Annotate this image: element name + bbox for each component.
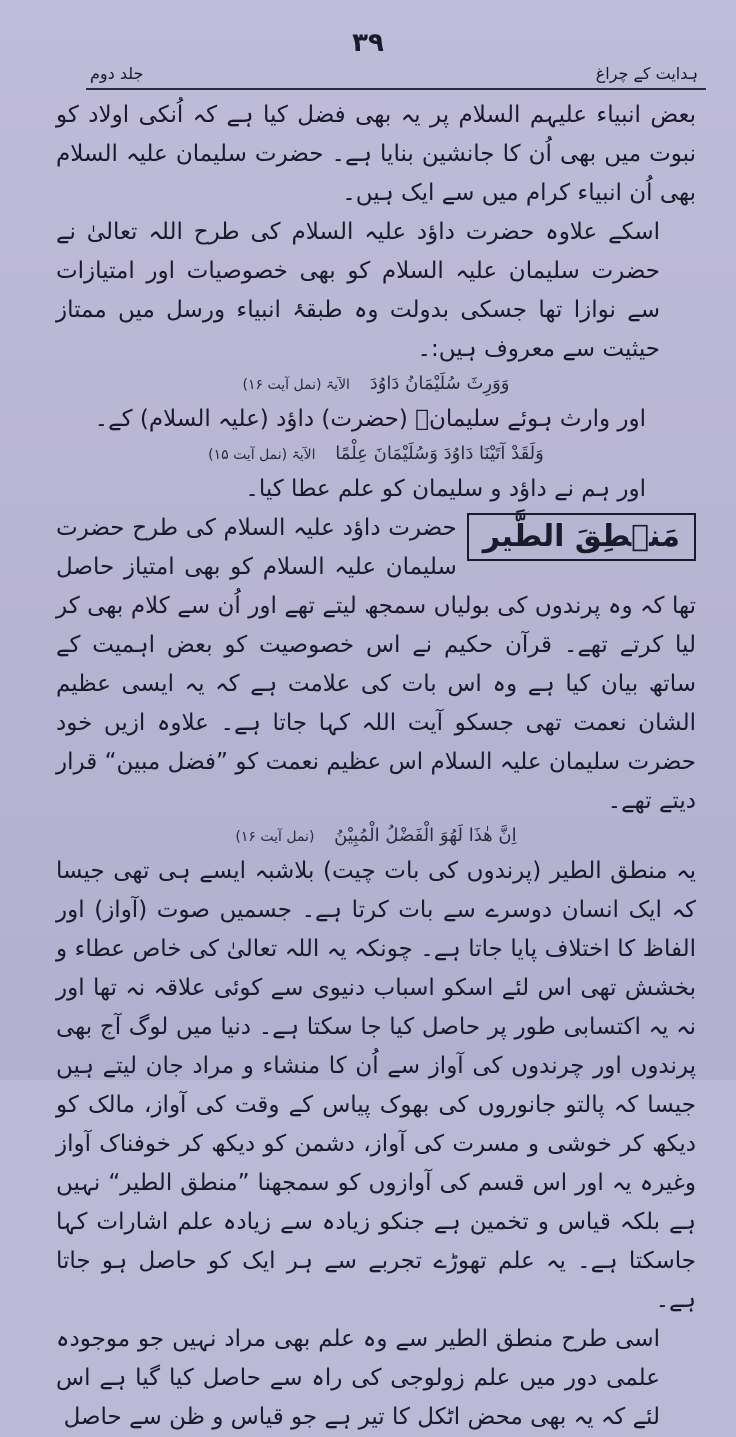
- header-rule: [86, 88, 706, 90]
- book-title: ہدایت کے چراغ: [595, 64, 698, 83]
- ayah-3-text: اِنَّ هٰذَا لَهُوَ الْفَضْلُ الْمُبِيْنُ: [334, 825, 517, 846]
- translation-1: اور وارث ہوئے سلیمانؑ (حضرت) داؤد (علیہ السلام) کے۔: [94, 406, 646, 432]
- ayah-1-text: وَوَرِثَ سُلَيْمَانُ دَاوُدَ: [369, 373, 510, 394]
- ayah-2-text: وَلَقَدْ آتَيْنَا دَاوُدَ وَسُلَيْمَانَ عِلْمًا: [335, 443, 544, 464]
- volume-label: جلد دوم: [90, 64, 144, 83]
- translation-2: اور ہم نے داؤد و سلیمان کو علم عطا کیا۔: [245, 476, 646, 502]
- ayah-1-ref: الآیۃ (نمل آیت ۱۶): [242, 377, 350, 393]
- section-mantiq-ut-tair: [56, 509, 696, 821]
- page-number: ۳۹: [352, 28, 384, 58]
- ayah-2-ref: الآیۃ (نمل آیت ۱۵): [208, 447, 316, 463]
- section-heading: مَنۡطِقَ الطَّیر: [467, 513, 696, 561]
- body-text: [56, 96, 696, 1437]
- paragraph-3: حضرت داؤد علیہ السلام کی طرح حضرت سلیمان علیہ السلام کو بھی امتیاز حاصل تھا کہ وہ پرندوں کی بولیاں سمجھ لیتے تھے اور اُن سے کلام بھی کر لیا کرتے تھے۔ قرآن حکیم نے اس خصوصیت کو بعض اہمیت کے ساتھ بیان کیا ہے وہ اس بات کی علامت ہے کہ یہ ایسی عظیم الشان نعمت تھی جسکو آیت اللہ کہا جاتا ہے۔ علاوہ ازیں خود حضرت سلیمان علیہ السلام اس عظیم نعمت کو ”فضل مبین“ قرار دیتے تھے۔: [56, 515, 696, 814]
- ayah-2: [56, 439, 696, 470]
- paragraph-5: اسی طرح منطق الطیر سے وہ علم بھی مراد نہیں جو موجودہ علمی دور میں علم زولوجی کی راہ سے حاصل کیا گیا ہے اس لئے کہ یہ بھی محض اٹکل کا تیر ہے جو قیاس و ظن سے حاصل: [56, 1326, 660, 1430]
- ayah-3: [56, 821, 696, 852]
- ayah-1: [56, 369, 696, 400]
- paragraph-1: بعض انبیاء علیہم السلام پر یہ بھی فضل کیا ہے کہ اُنکی اولاد کو نبوت میں بھی اُن کا جانشین بنایا ہے۔ حضرت سلیمان علیہ السلام بھی اُن انبیاء کرام میں سے ایک ہیں۔: [56, 102, 696, 206]
- ayah-3-ref: (نمل آیت ۱۶): [235, 829, 315, 845]
- paragraph-4: یہ منطق الطیر (پرندوں کی بات چیت) بلاشبہ ایسے ہی تھی جیسا کہ ایک انسان دوسرے سے بات کرتا ہے۔ جسمیں صوت (آواز) اور الفاظ کا اختلاف پایا جاتا ہے۔ چونکہ یہ اللہ تعالیٰ کی خاص عطاء و بخشش تھی اس لئے اسکو اسباب دنیوی سے کوئی علاقہ نہ تھا اور نہ یہ اکتسابی طور پر حاصل کیا جا سکتا ہے۔ دنیا میں لوگ آج بھی پرندوں اور چرندوں کی آواز سے اُن کا منشاء و مراد جان لیتے ہیں جیسا کہ پالتو جانوروں کی بھوک پیاس کے وقت کی آواز، مالک کو دیکھ کر خوشی و مسرت کی آواز، دشمن کو دیکھ کر خوفناک آواز وغیرہ یہ اور اس قسم کی آوازوں کو سمجھنا ”منطق الطیر“ نہیں ہے بلکہ قیاس و تخمین ہے جنکو زیادہ سے زیادہ علم اشارات کہا جاسکتا ہے۔ یہ علم تھوڑے تجربے سے ہر ایک کو حاصل ہو جاتا ہے۔: [56, 858, 696, 1313]
- paragraph-2: اسکے علاوہ حضرت داؤد علیہ السلام کی طرح اللہ تعالیٰ نے حضرت سلیمان علیہ السلام کو بھی خصوصیات اور امتیازات سے نوازا تھا جسکی بدولت وہ طبقۂ انبیاء ورسل میں ممتاز حیثیت سے معروف ہیں:۔: [56, 219, 660, 362]
